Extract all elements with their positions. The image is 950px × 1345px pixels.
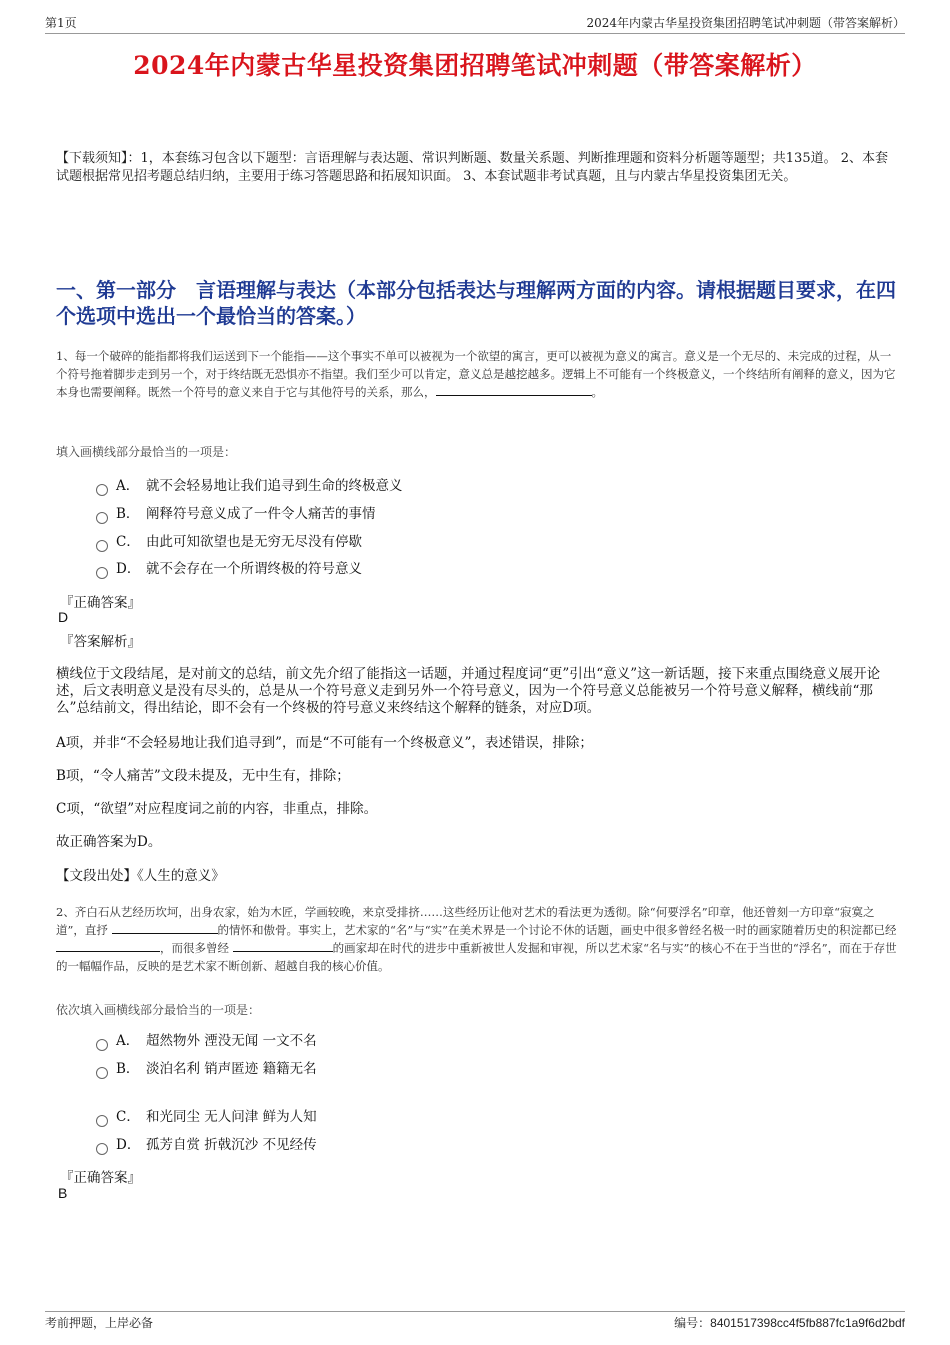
page-number: 第1页: [45, 16, 77, 30]
header-doc-name: 2024年内蒙古华星投资集团招聘笔试冲刺题（带答案解析）: [586, 16, 905, 30]
q1-analysis-main: 横线位于文段结尾，是对前文的总结，前文先介绍了能指这一话题，并通过程度词“更”引出“意义”这一新话题，接下来重点围绕意义展开论述，后文表明意义是没有尽头的，总是从一个符号意义走到另外一个符号意义，因为一个符号意义总能被另一个符号意义解释，横线前“那么”总结前文，得出结论，即不会有一个终极的符号意义来终结这个解释的链条，对应D项。: [56, 666, 881, 716]
footer-divider: [45, 1311, 905, 1312]
radio-icon[interactable]: [96, 484, 108, 496]
q2-option-b[interactable]: [96, 1059, 317, 1079]
option-letter: B．: [116, 1061, 140, 1077]
q1-analysis-c: C项，“欲望”对应程度词之前的内容，非重点，排除。: [56, 801, 378, 817]
option-letter: A．: [116, 1033, 140, 1049]
footer-slogan: 考前押题，上岸必备: [45, 1316, 154, 1330]
q2-option-c[interactable]: [96, 1107, 317, 1127]
q2-answer: B: [58, 1185, 68, 1201]
option-letter: D．: [116, 561, 141, 577]
radio-icon[interactable]: [96, 1039, 108, 1051]
q1-analysis-b: B项，“令人痛苦”文段未提及，无中生有，排除；: [56, 768, 350, 784]
question-2-part-2: 的情怀和傲骨。事实上，艺术家的“名”与“实”在美术界是一个讨论不休的话题，画史中很多曾经名极一时的画家随着历史的积淀都已经: [217, 923, 897, 937]
option-text: 淡泊名利 销声匿迹 籍籍无名: [146, 1061, 317, 1077]
page-footer: [45, 1314, 905, 1334]
option-text: 就不会存在一个所谓终极的符号意义: [146, 561, 362, 577]
option-letter: C．: [116, 1109, 140, 1125]
q2-answer-label: 『正确答案』: [60, 1170, 141, 1186]
question-2-part-1: 2、齐白石从艺经历坎坷，出身农家，始为木匠，学画较晚，来京受排挤……这些经历让他对艺术的看法更为透彻。除“何要浮名”印章，他还曾刻一方印章“寂寞之道”，直抒: [56, 905, 875, 937]
option-text: 超然物外 湮没无闻 一文不名: [146, 1033, 317, 1049]
q1-source: 【文段出处】《人生的意义》: [56, 868, 225, 884]
q1-option-d[interactable]: [96, 559, 362, 579]
q2-option-a[interactable]: [96, 1031, 317, 1051]
question-2-text: [56, 903, 898, 975]
option-text: 孤芳自赏 折戟沉沙 不见经传: [146, 1137, 317, 1153]
question-1-prompt: 填入画横线部分最恰当的一项是：: [56, 445, 237, 459]
answer-blank: [436, 384, 592, 396]
option-letter: D．: [116, 1137, 141, 1153]
download-notice: 【下载须知】：1，本套练习包含以下题型：言语理解与表达题、常识判断题、数量关系题、判断推理题和资料分析题等题型；共135道。 2、本套试题根据常见招考题总结归纳，主要用于练习答题思路和拓展知识面。 3、本套试题非考试真题，且与内蒙古华星投资集团无关。: [56, 151, 888, 184]
radio-icon[interactable]: [96, 1143, 108, 1155]
answer-blank: [233, 940, 333, 952]
header-divider: [45, 33, 905, 34]
q1-analysis-conclusion: 故正确答案为D。: [56, 834, 162, 850]
option-letter: B．: [116, 506, 140, 522]
question-2-part-3: ，而很多曾经: [160, 941, 233, 955]
question-2-prompt: 依次填入画横线部分最恰当的一项是：: [56, 1003, 261, 1017]
footer-serial: 编号：8401517398cc4f5fb887fc1a9f6d2bdf: [674, 1316, 905, 1330]
section-title: 一、第一部分 言语理解与表达（本部分包括表达与理解两方面的内容。请根据题目要求，在四个选项中选出一个最恰当的答案。）: [56, 278, 896, 328]
radio-icon[interactable]: [96, 1115, 108, 1127]
document-title: 2024年内蒙古华星投资集团招聘笔试冲刺题（带答案解析）: [133, 51, 817, 80]
answer-blank: [56, 940, 160, 952]
q2-option-d[interactable]: [96, 1135, 317, 1155]
question-1-text: [56, 347, 898, 401]
option-letter: A．: [116, 478, 140, 494]
q1-option-c[interactable]: [96, 532, 362, 552]
page-header: [45, 14, 905, 34]
q1-answer: D: [58, 609, 69, 625]
q1-analysis-label: 『答案解析』: [60, 634, 141, 650]
q1-option-a[interactable]: [96, 476, 403, 496]
q1-option-b[interactable]: [96, 504, 376, 524]
radio-icon[interactable]: [96, 1067, 108, 1079]
question-1-end: 。: [591, 385, 603, 399]
question-1-body: 1、每一个破碎的能指都将我们运送到下一个能指——这个事实不单可以被视为一个欲望的寓言，更可以被视为意义的寓言。意义是一个无尽的、未完成的过程，从一个符号拖着脚步走到另一个，对于终结既无恐惧亦不指望。我们至少可以肯定，意义总是越挖越多。逻辑上不可能有一个终极意义，一个终结所有阐释的意义，因为它本身也需要阐释。既然一个符号的意义来自于它与其他符号的关系，那么，: [56, 349, 896, 399]
radio-icon[interactable]: [96, 567, 108, 579]
radio-icon[interactable]: [96, 512, 108, 524]
option-text: 阐释符号意义成了一件令人痛苦的事情: [146, 506, 376, 522]
option-text: 就不会轻易地让我们追寻到生命的终极意义: [146, 478, 403, 494]
question-2-part-4: 的画家却在时代的进步中重新被世人发掘和审视，所以艺术家“名与实”的核心不在于当世的“浮名”，而在于存世的一幅幅作品，反映的是艺术家不断创新、超越自我的核心价值。: [56, 941, 897, 973]
answer-blank: [112, 922, 218, 934]
q1-analysis-a: A项，并非“不会轻易地让我们追寻到”，而是“不可能有一个终极意义”，表述错误，排除；: [56, 735, 593, 751]
q1-answer-label: 『正确答案』: [60, 595, 141, 611]
option-text: 和光同尘 无人问津 鲜为人知: [146, 1109, 317, 1125]
option-text: 由此可知欲望也是无穷无尽没有停歇: [146, 534, 362, 550]
option-letter: C．: [116, 534, 140, 550]
radio-icon[interactable]: [96, 540, 108, 552]
